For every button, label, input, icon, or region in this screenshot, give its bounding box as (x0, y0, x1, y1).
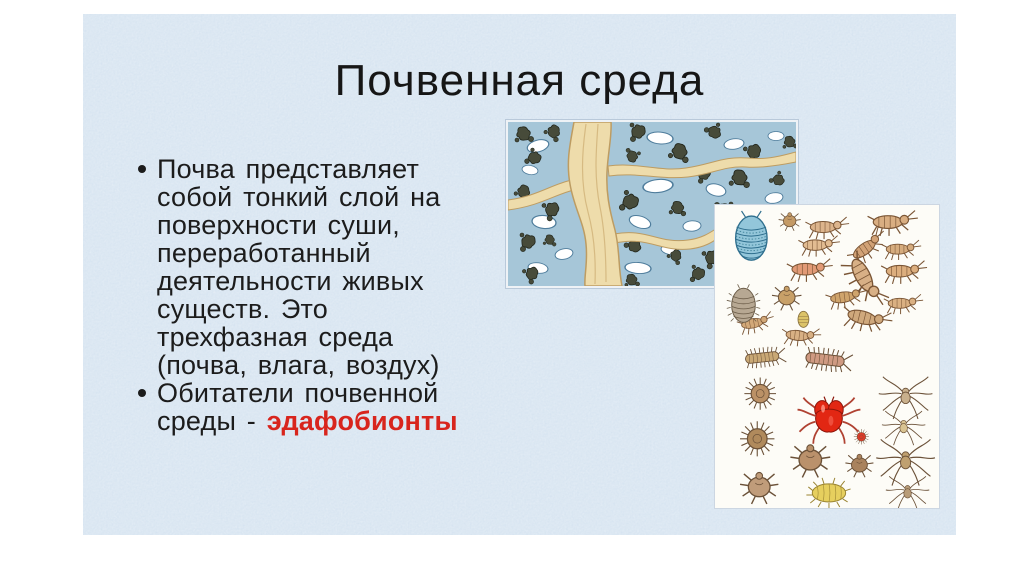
slide (83, 14, 956, 535)
bullet-1-line-5: деятельности живых (157, 266, 424, 296)
slide-title: Почвенная среда (334, 56, 705, 105)
bullet-2-line-1: Обитатели почвенной (157, 378, 439, 408)
bullet-1-line-2: собой тонкий слой на (157, 182, 441, 212)
bullet-2-line-2 (157, 407, 507, 435)
bullet-1-line-7: трехфазная среда (157, 322, 394, 352)
soil-organisms-image (714, 204, 940, 509)
edaphobionts-term: эдафобионты (266, 406, 458, 436)
bullet-1-line-6: существ. Это (157, 294, 329, 324)
bullet-2-line-2-prefix: среды - (157, 406, 267, 436)
bullet-1-line-8: (почва, влага, воздух) (157, 350, 440, 380)
bullet-1-line-1: Почва представляет (157, 154, 420, 184)
bullet-text-block (157, 155, 507, 435)
bullet-marker-1 (138, 165, 146, 173)
organisms-illustration-svg (715, 205, 939, 508)
bullet-1-line-3: поверхности суши, (157, 210, 400, 240)
bullet-marker-2 (138, 389, 146, 397)
bullet-1-line-4: переработанный (157, 238, 371, 268)
